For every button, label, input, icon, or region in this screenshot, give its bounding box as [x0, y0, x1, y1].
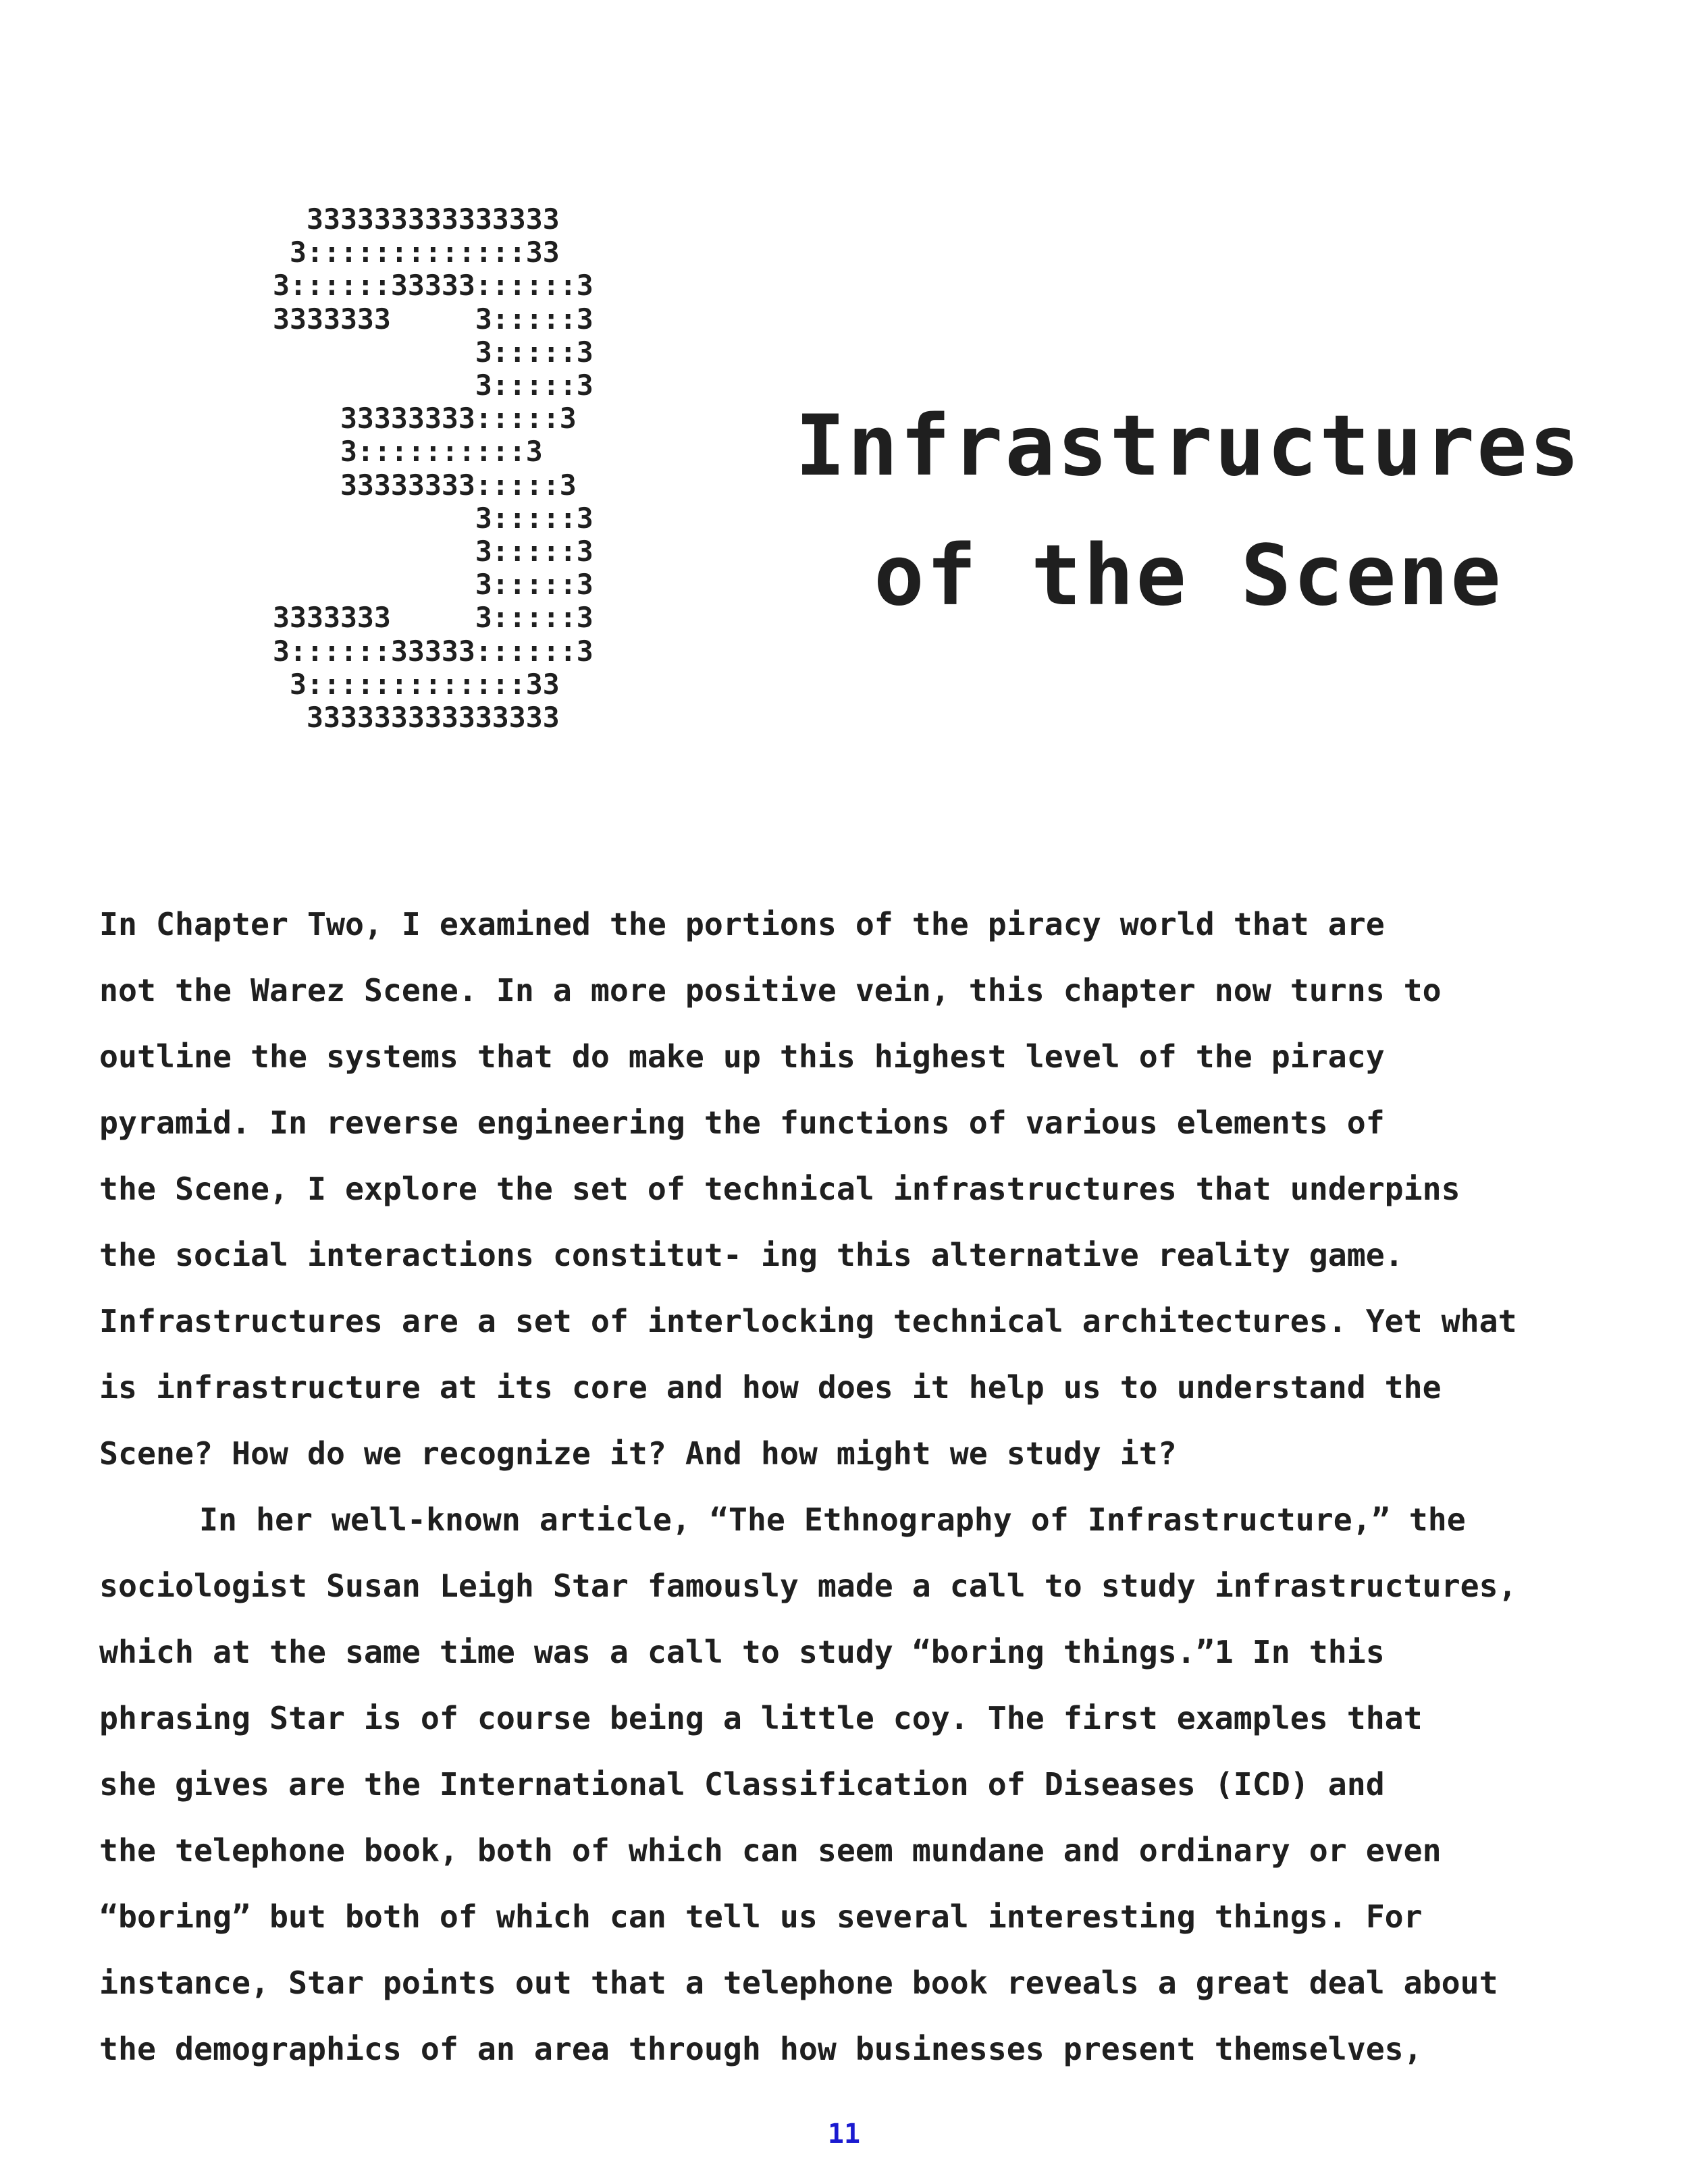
ascii-art-line: 3:::::3 [273, 535, 594, 568]
text-line: which at the same time was a call to study “boring things.”1 In this [99, 1634, 1385, 1670]
ascii-art-line: 333333333333333 [273, 701, 560, 735]
text-line: is infrastructure at its core and how does it help us to understand the [99, 1369, 1442, 1406]
text-line: the demographics of an area through how businesses present themselves, [99, 2031, 1423, 2067]
chapter-title-line-2: of the Scene [874, 527, 1503, 624]
text-line: instance, Star points out that a telephone book reveals a great deal about [99, 1965, 1498, 2001]
ascii-art-line: 3::::::::::3 [273, 435, 543, 469]
text-line: the telephone book, both of which can seem mundane and ordinary or even [99, 1832, 1442, 1869]
text-line: outline the systems that do make up this highest level of the piracy [99, 1038, 1385, 1075]
text-line: In Chapter Two, I examined the portions of the piracy world that are [99, 906, 1385, 942]
ascii-art-line: 333333333333333 [273, 203, 560, 236]
text-line: not the Warez Scene. In a more positive vein, this chapter now turns to [99, 972, 1442, 1009]
chapter-title [702, 381, 1674, 641]
ascii-art-line: 3:::::3 [273, 335, 594, 369]
ascii-art-line: 3:::::::::::::33 [273, 236, 560, 269]
ascii-art-line: 3::::::33333::::::3 [273, 269, 594, 302]
text-line: the social interactions constitut- ing this alternative reality game. [99, 1237, 1404, 1273]
ascii-art-line: 33333333:::::3 [273, 402, 577, 435]
ascii-art-line: 3:::::3 [273, 501, 594, 535]
text-line: Infrastructures are a set of interlocking technical architectures. Yet what [99, 1303, 1517, 1339]
ascii-art-line: 3:::::3 [273, 369, 594, 402]
body-text [99, 891, 1618, 2082]
text-line: sociologist Susan Leigh Star famously made a call to study infrastructures, [99, 1568, 1517, 1604]
text-line: the Scene, I explore the set of technical infrastructures that underpins [99, 1171, 1460, 1207]
ascii-art-line: 3:::::3 [273, 568, 594, 602]
chapter-title-line-1: Infrastructures [795, 398, 1582, 495]
page-number: 11 [827, 2119, 861, 2150]
text-line: Scene? How do we recognize it? And how might we study it? [99, 1435, 1177, 1472]
text-line: pyramid. In reverse engineering the functions of various elements of [99, 1104, 1385, 1141]
text-line: phrasing Star is of course being a little coy. The first examples that [99, 1700, 1423, 1736]
text-line-paragraph-start: In her well-known article, “The Ethnography of Infrastructure,” the [199, 1501, 1466, 1538]
ascii-art-line: 3333333 3:::::3 [273, 302, 594, 336]
ascii-art-line: 3::::::33333::::::3 [273, 634, 594, 668]
ascii-art-line: 3333333 3:::::3 [273, 601, 594, 635]
chapter-number-ascii-art [273, 203, 594, 734]
text-line: “boring” but both of which can tell us several interesting things. For [99, 1898, 1423, 1935]
ascii-art-line: 33333333:::::3 [273, 468, 577, 502]
text-line: she gives are the International Classification of Diseases (ICD) and [99, 1766, 1385, 1803]
ascii-art-line: 3:::::::::::::33 [273, 667, 560, 701]
